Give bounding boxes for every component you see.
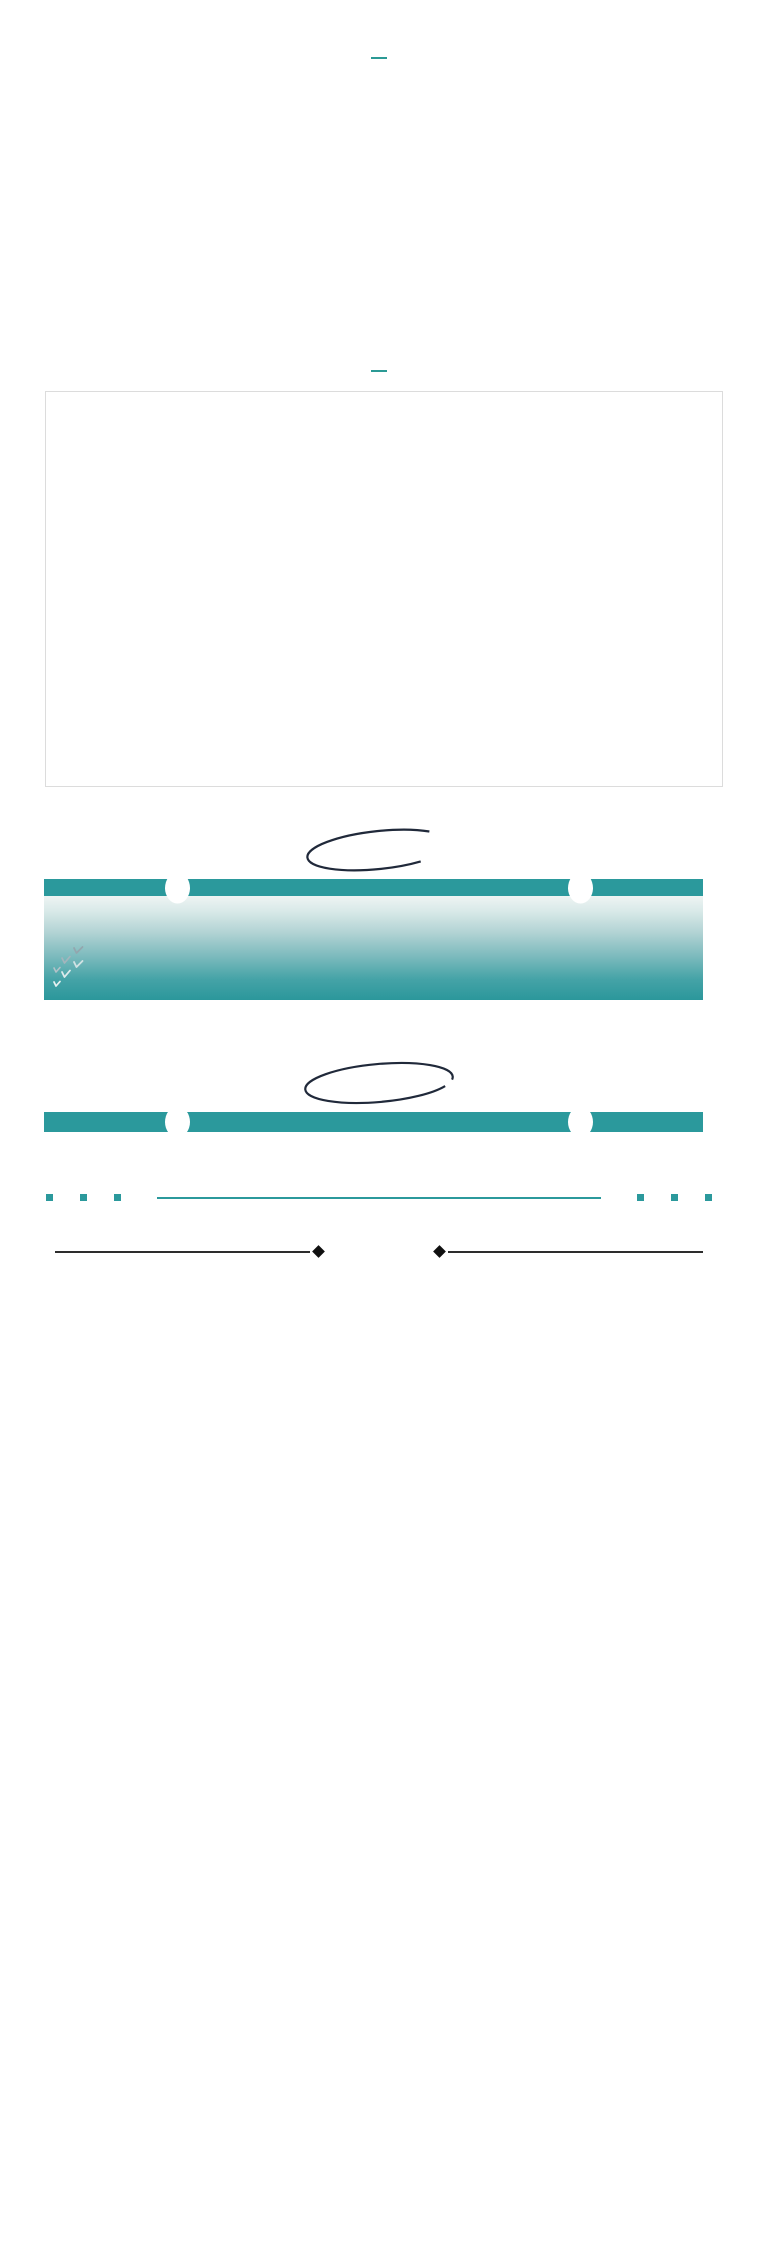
- heading-ph-text: [371, 368, 387, 372]
- punch-hole-icon: [165, 872, 190, 903]
- line-chart-svg: [46, 392, 722, 781]
- punch-hole-icon: [165, 1107, 190, 1138]
- divider-line: [157, 1197, 601, 1199]
- diamond-icon: [312, 1245, 325, 1258]
- punch-hole-icon: [568, 1107, 593, 1138]
- image-captions: [0, 0, 758, 10]
- footer-line-right: [448, 1251, 703, 1253]
- footer-line-left: [55, 1251, 310, 1253]
- swoosh-ellipse-icon: [294, 823, 464, 877]
- skin-feel-bar-chart: [46, 74, 758, 319]
- benefits-card: [44, 896, 703, 1000]
- heading-texture: [0, 46, 758, 64]
- section-number-05: [0, 823, 758, 879]
- viscosity-line-chart: [45, 391, 723, 787]
- section-number-06: [0, 1056, 758, 1112]
- review-footer-row: [55, 1247, 703, 1256]
- divider-squares-right: [637, 1194, 712, 1201]
- heading-ph: [0, 359, 758, 377]
- diamond-icon: [433, 1245, 446, 1258]
- banner-no5: [44, 879, 703, 896]
- punch-hole-icon: [568, 872, 593, 903]
- swoosh-ellipse-icon: [294, 1056, 464, 1110]
- section-divider: [46, 1194, 712, 1201]
- bar-chart-svg: [46, 74, 726, 314]
- banner-no6: [44, 1112, 703, 1132]
- heading-texture-text: [371, 55, 387, 59]
- sparkle-icon: [52, 958, 88, 990]
- divider-squares-left: [46, 1194, 121, 1201]
